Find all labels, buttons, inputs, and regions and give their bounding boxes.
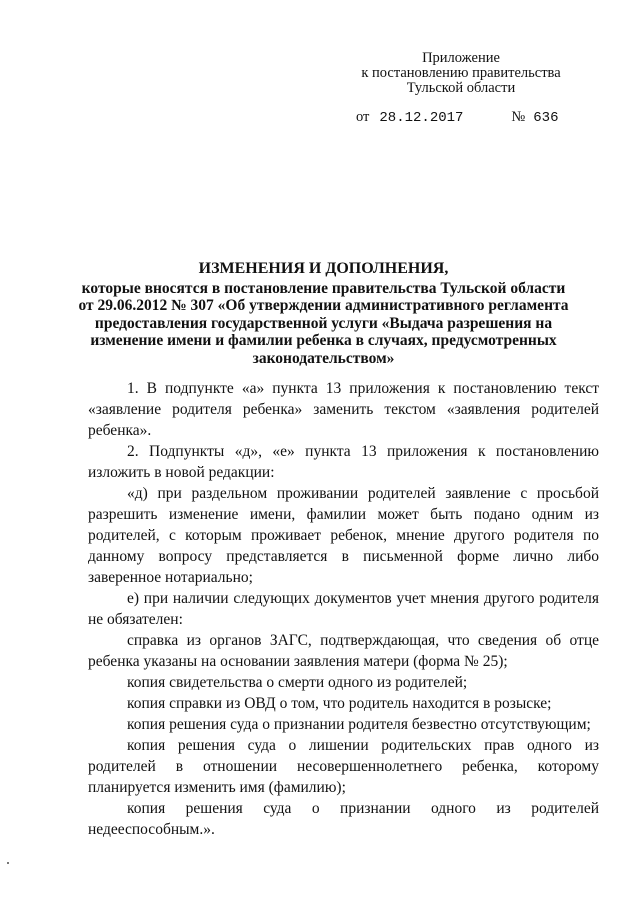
paragraph-2: 2. Подпункты «д», «е» пункта 13 приложения к постановлению изложить в новой редакции: xyxy=(88,443,599,481)
document-title xyxy=(60,260,587,367)
paragraph-1: 1. В подпункте «а» пункта 13 приложения к постановлению текст «заявление родителя ребенка» заменить текстом «заявления родителей ребенка». xyxy=(88,380,599,439)
document-number: 636 xyxy=(533,110,559,126)
document-body xyxy=(88,378,599,840)
paragraph-10: копия решения суда о признании одного из родителей недееспособным.». xyxy=(88,800,599,838)
paragraph-6: копия свидетельства о смерти одного из родителей; xyxy=(127,674,468,691)
appendix-line-3: Тульской области xyxy=(406,80,516,96)
paragraph-8: копия решения суда о признании родителя безвестно отсутствующим; xyxy=(127,716,591,733)
appendix-line-2: к постановлению правительства xyxy=(361,65,561,81)
paragraph-7: копия справки из ОВД о том, что родитель находится в розыске; xyxy=(127,695,552,712)
paragraph-4: е) при наличии следующих документов учет мнения другого родителя не обязателен: xyxy=(88,590,599,628)
number-label: № xyxy=(511,109,526,125)
paragraph-3: «д) при раздельном проживании родителей заявление с просьбой разрешить изменение имени, фамилии может быть подано одним из родителей, с которым проживает ребенок, мнение другого родителя по данному вопросу представляется в письменной форме лично либо заверенное нотариально; xyxy=(88,485,599,586)
title-line-1: которые вносятся в постановление правительства Тульской области xyxy=(81,279,566,297)
document-date: 28.12.2017 xyxy=(379,110,464,126)
document-reference xyxy=(356,109,558,126)
paragraph-9: копия решения суда о лишении родительских прав одного из родителей в отношении несовершеннолетнего ребенка, которому планируется изменить имя (фамилию); xyxy=(88,737,599,796)
date-label: от xyxy=(356,109,370,125)
title-line-3: предоставления государственной услуги «Выдача разрешения на xyxy=(94,314,553,332)
appendix-header xyxy=(352,51,570,96)
paragraph-5: справка из органов ЗАГС, подтверждающая, что сведения об отце ребенка указаны на основании заявления матери (форма № 25); xyxy=(88,632,599,670)
scan-speck xyxy=(7,862,9,864)
title-main: ИЗМЕНЕНИЯ И ДОПОЛНЕНИЯ, xyxy=(198,260,449,277)
appendix-line-1: Приложение xyxy=(422,50,500,66)
title-line-4: изменение имени и фамилии ребенка в случаях, предусмотренных xyxy=(90,332,557,349)
title-line-5: законодательством» xyxy=(252,349,395,367)
title-line-2: от 29.06.2012 № 307 «Об утверждении административного регламента xyxy=(78,297,569,314)
